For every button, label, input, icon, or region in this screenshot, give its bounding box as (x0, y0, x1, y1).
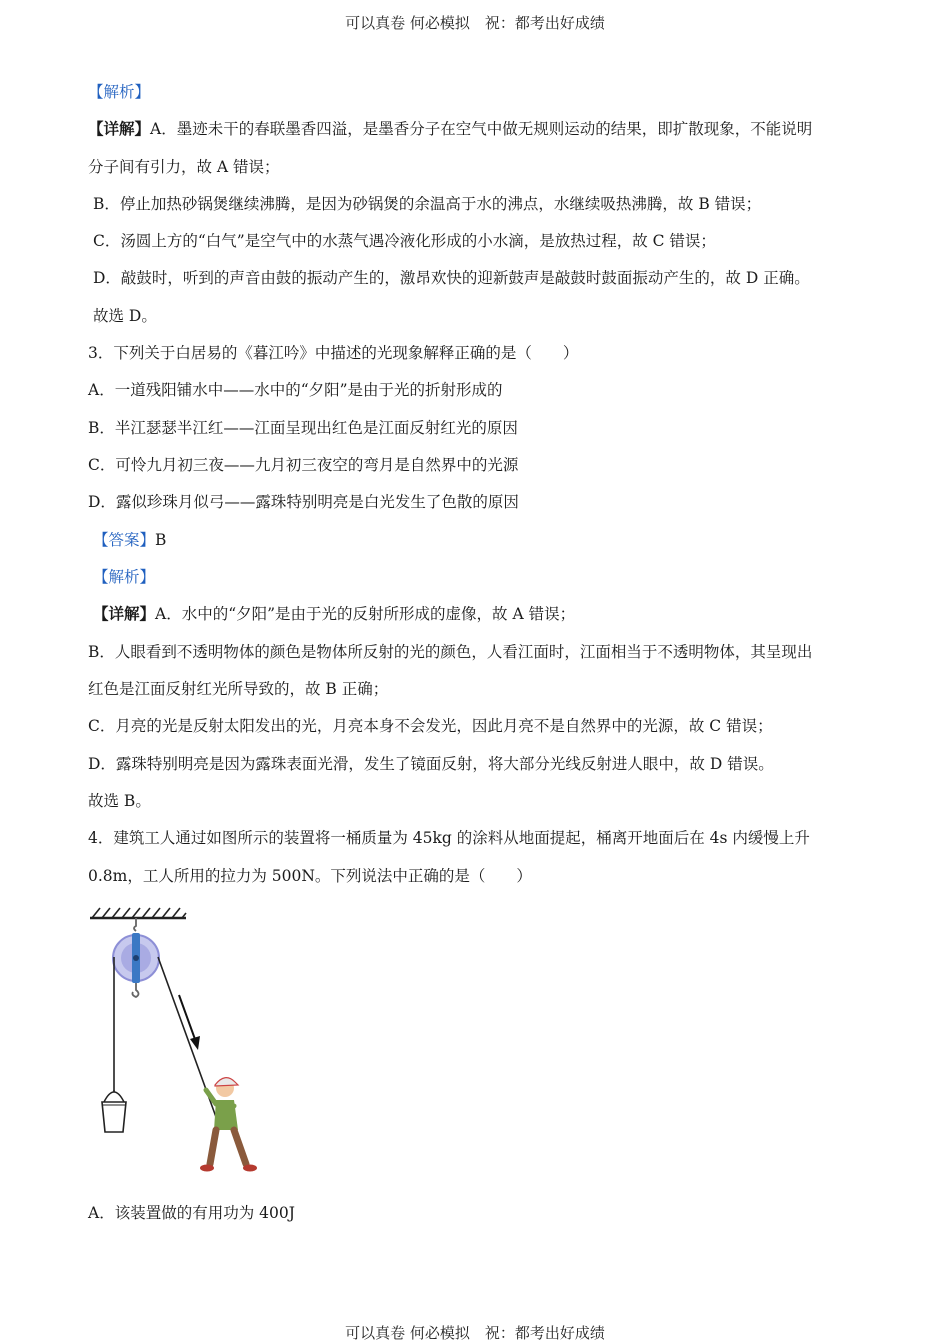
q3-option-a: A．一道残阳铺水中——水中的“夕阳”是由于光的折射形成的 (88, 381, 503, 399)
q3-answer: 【答案】B (93, 531, 167, 549)
q3-stem: 3．下列关于白居易的《暮江吟》中描述的光现象解释正确的是（ ） (88, 344, 579, 362)
q4-stem-2: 0.8m，工人所用的拉力为 500N。下列说法中正确的是（ ） (88, 867, 532, 885)
choose-d: 故选 D。 (93, 307, 157, 325)
q3-option-b: B．半江瑟瑟半江红——江面呈现出红色是江面反射红光的原因 (88, 419, 518, 437)
detail-c: C．汤圆上方的“白气”是空气中的水蒸气遇冷液化形成的小水滴，是放热过程，故 C 错误； (93, 232, 716, 250)
q3-detail-d: D．露珠特别明亮是因为露珠表面光滑，发生了镜面反射，将大部分光线反射进人眼中，故 D 错误。 (88, 755, 774, 773)
detail-b: B．停止加热砂锅煲继续沸腾，是因为砂锅煲的余温高于水的沸点，水继续吸热沸腾，故 B 错误； (93, 195, 762, 213)
ceiling-icon (90, 908, 186, 918)
q3-choose: 故选 B。 (88, 792, 151, 810)
q4-option-a: A．该装置做的有用功为 400J (88, 1204, 295, 1222)
q3-detail-a: 【详解】A．水中的“夕阳”是由于光的反射所形成的虚像，故 A 错误； (93, 604, 576, 623)
bucket-icon (102, 1090, 126, 1132)
q3-detail-c: C．月亮的光是反射太阳发出的光，月亮本身不会发光，因此月亮不是自然界中的光源，故 C 错误； (88, 717, 773, 735)
page-footer: 可以真卷 何必模拟 祝：都考出好成绩 (345, 1324, 605, 1342)
detail-line-1: 【详解】A．墨迹未干的春联墨香四溢，是墨香分子在空气中做无规则运动的结果，即扩散现象，不能说明 (88, 119, 813, 138)
q3-detail-b-2: 红色是江面反射红光所导致的，故 B 正确； (88, 680, 389, 698)
analysis-tag: 【解析】 (88, 83, 151, 101)
page-header: 可以真卷 何必模拟 祝：都考出好成绩 (345, 14, 605, 32)
pulley-icon (113, 918, 159, 997)
q3-option-c: C．可怜九月初三夜——九月初三夜空的弯月是自然界中的光源 (88, 456, 519, 474)
q3-option-d: D．露似珍珠月似弓——露珠特别明亮是白光发生了色散的原因 (88, 493, 519, 511)
q4-stem-1: 4．建筑工人通过如图所示的装置将一桶质量为 45kg 的涂料从地面提起，桶离开地面后在 4s 内缓慢上升 (88, 829, 810, 847)
detail-line-2: 分子间有引力，故 A 错误； (88, 158, 280, 176)
q3-detail-b-1: B．人眼看到不透明物体的颜色是物体所反射的光的颜色，人看江面时，江面相当于不透明物体，其呈现出 (88, 643, 813, 661)
pulley-figure (86, 902, 276, 1187)
worker-icon (200, 1078, 257, 1172)
detail-d: D．敲鼓时，听到的声音由鼓的振动产生的，激昂欢快的迎新鼓声是敲鼓时鼓面振动产生的，故 D 正确。 (93, 269, 810, 287)
q3-analysis-tag: 【解析】 (93, 568, 156, 586)
